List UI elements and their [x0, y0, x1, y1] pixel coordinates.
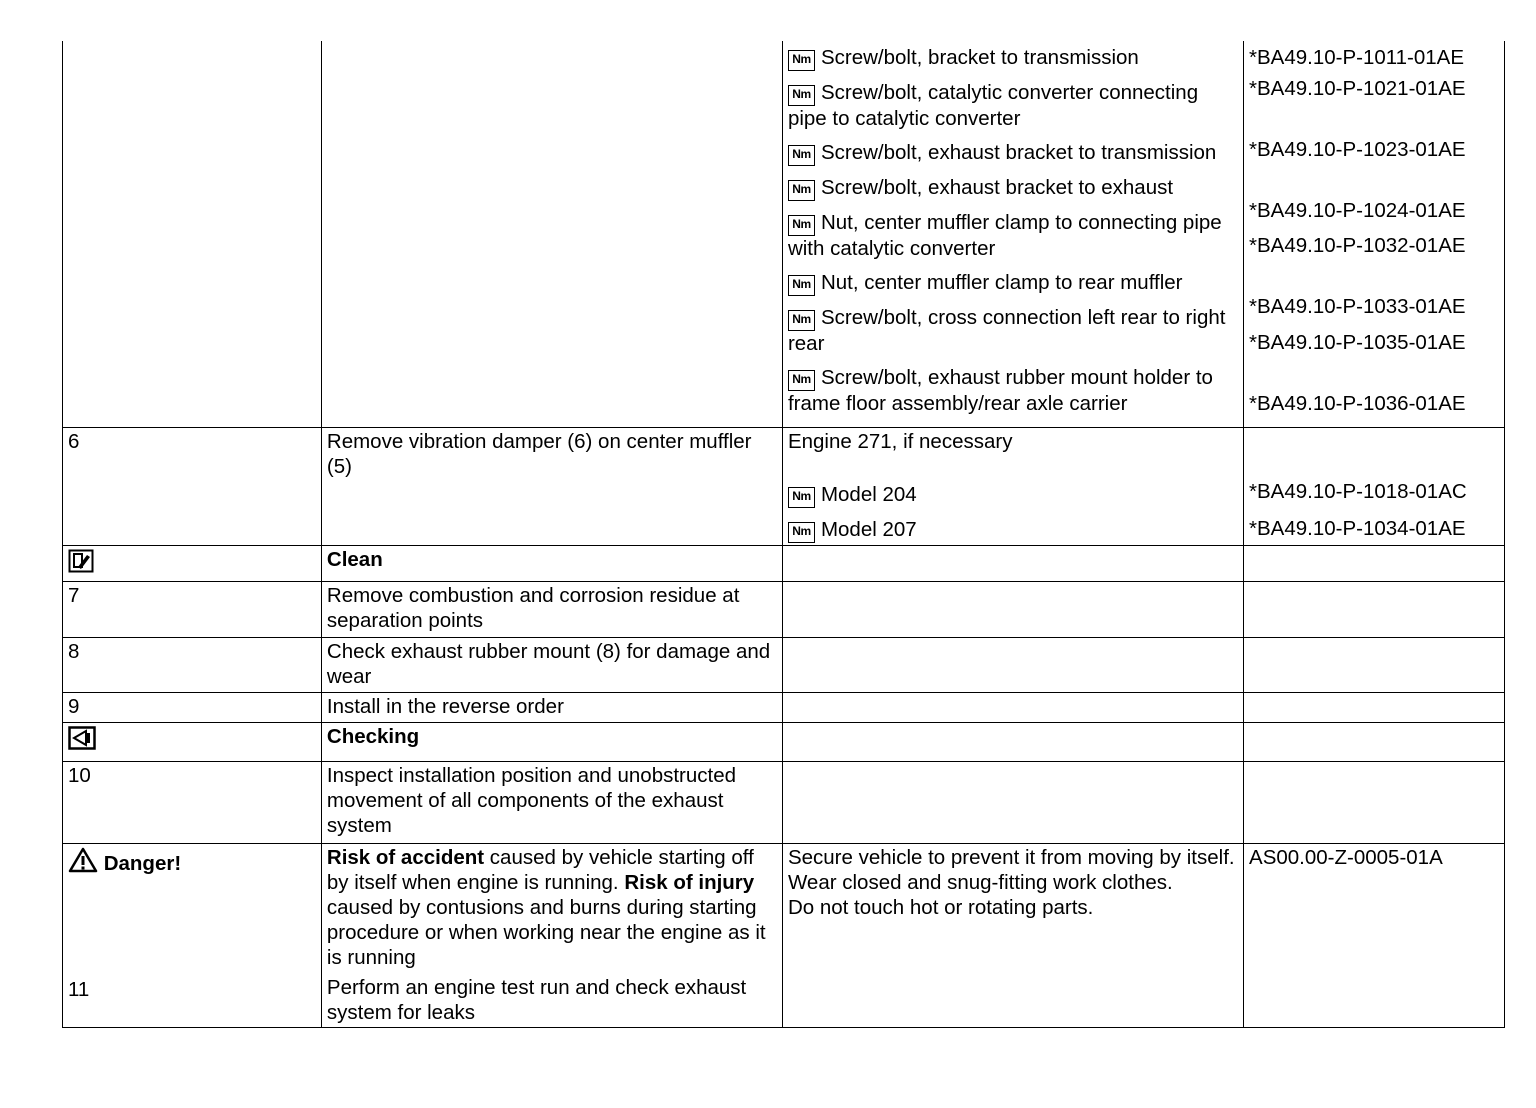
danger-ref-cell	[1244, 844, 1505, 1028]
step-text: Remove combustion and corrosion residue at separation points	[321, 582, 782, 638]
step-text-cell	[321, 41, 782, 428]
torque-nm-icon: Nm	[788, 370, 815, 391]
checking-icon	[68, 726, 96, 750]
torque-ref-cell	[1244, 428, 1505, 546]
table-row	[63, 762, 1505, 844]
table-row	[63, 41, 1505, 428]
torque-list-cell	[782, 428, 1243, 546]
step-text: Install in the reverse order	[321, 693, 782, 723]
torque-nm-icon: Nm	[788, 215, 815, 236]
step-number: 8	[63, 638, 322, 693]
step-number: 10	[63, 762, 322, 844]
table-row	[63, 844, 1505, 1028]
torque-ref[interactable]: *BA49.10-P-1023-01AE	[1249, 138, 1466, 161]
torque-nm-icon: Nm	[788, 180, 815, 201]
torque-item: Nm Screw/bolt, cross connection left rear to right rear	[787, 306, 1226, 355]
torque-nm-icon: Nm	[788, 145, 815, 166]
danger-risk-text: Risk of accident caused by vehicle starting off by itself when engine is running. Risk of injury caused by contusions and burns during starting procedure or when working near the engine as it is running	[326, 846, 766, 969]
table-row	[63, 638, 1505, 693]
danger-text-cell	[321, 844, 782, 1028]
torque-nm-icon: Nm	[788, 85, 815, 106]
torque-item: Nm Model 207	[788, 517, 1238, 543]
torque-item: Nm Model 204	[788, 482, 1238, 508]
torque-ref[interactable]: *BA49.10-P-1034-01AE	[1249, 517, 1466, 540]
step-number: 6	[63, 428, 322, 546]
torque-nm-icon: Nm	[788, 522, 815, 543]
step-number: 11	[68, 978, 90, 1001]
torque-item: Nm Screw/bolt, exhaust bracket to transmission	[788, 140, 1238, 166]
step-number-cell	[63, 41, 322, 428]
danger-ref[interactable]: AS00.00-Z-0005-01A	[1249, 846, 1443, 869]
danger-measure: Do not touch hot or rotating parts.	[787, 896, 1094, 919]
table-row	[63, 693, 1505, 723]
torque-nm-icon: Nm	[788, 487, 815, 508]
torque-item: Nm Nut, center muffler clamp to rear muffler	[788, 270, 1238, 296]
torque-item: Nm Nut, center muffler clamp to connecting pipe with catalytic converter	[787, 211, 1222, 260]
danger-label: Danger!	[103, 852, 182, 875]
torque-ref[interactable]: *BA49.10-P-1032-01AE	[1249, 234, 1466, 257]
danger-measure: Wear closed and snug-fitting work clothes.	[787, 871, 1173, 894]
danger-measure: Secure vehicle to prevent it from moving by itself.	[787, 846, 1235, 869]
torque-nm-icon: Nm	[788, 275, 815, 296]
danger-measures-cell	[782, 844, 1243, 1028]
section-heading: Clean	[321, 546, 782, 582]
table-row	[63, 723, 1505, 762]
danger-cell	[63, 844, 322, 1028]
torque-ref[interactable]: *BA49.10-P-1018-01AC	[1249, 480, 1467, 503]
checking-icon-cell	[63, 723, 322, 762]
table-row	[63, 546, 1505, 582]
torque-ref[interactable]: *BA49.10-P-1036-01AE	[1249, 392, 1466, 415]
torque-ref[interactable]: *BA49.10-P-1024-01AE	[1249, 199, 1466, 222]
step-text: Perform an engine test run and check exhaust system for leaks	[326, 976, 747, 1024]
procedure-table	[62, 41, 1505, 1028]
section-heading: Checking	[321, 723, 782, 762]
table-row	[63, 582, 1505, 638]
step-text: Inspect installation position and unobstructed movement of all components of the exhaust system	[321, 762, 782, 844]
torque-nm-icon: Nm	[788, 50, 815, 71]
torque-nm-icon: Nm	[788, 310, 815, 331]
clean-icon-cell	[63, 546, 322, 582]
torque-list-cell	[782, 41, 1243, 428]
torque-item: Nm Screw/bolt, exhaust bracket to exhaust	[788, 175, 1238, 201]
torque-item: Nm Screw/bolt, bracket to transmission	[788, 45, 1238, 71]
torque-item: Nm Screw/bolt, catalytic converter connecting pipe to catalytic converter	[787, 81, 1199, 130]
step-note: Engine 271, if necessary	[787, 430, 1013, 453]
torque-item: Nm Screw/bolt, exhaust rubber mount holder to frame floor assembly/rear axle carrier	[787, 366, 1213, 415]
torque-ref[interactable]: *BA49.10-P-1021-01AE	[1249, 77, 1466, 100]
clean-icon	[68, 549, 94, 573]
torque-ref[interactable]: *BA49.10-P-1033-01AE	[1249, 295, 1466, 318]
step-number: 7	[63, 582, 322, 638]
warning-icon	[68, 847, 98, 873]
torque-ref[interactable]: *BA49.10-P-1035-01AE	[1249, 331, 1466, 354]
step-text: Remove vibration damper (6) on center muffler (5)	[321, 428, 782, 546]
step-text: Check exhaust rubber mount (8) for damage and wear	[321, 638, 782, 693]
torque-ref[interactable]: *BA49.10-P-1011-01AE	[1249, 46, 1465, 69]
table-row	[63, 428, 1505, 546]
torque-ref-cell	[1244, 41, 1505, 428]
step-number: 9	[63, 693, 322, 723]
